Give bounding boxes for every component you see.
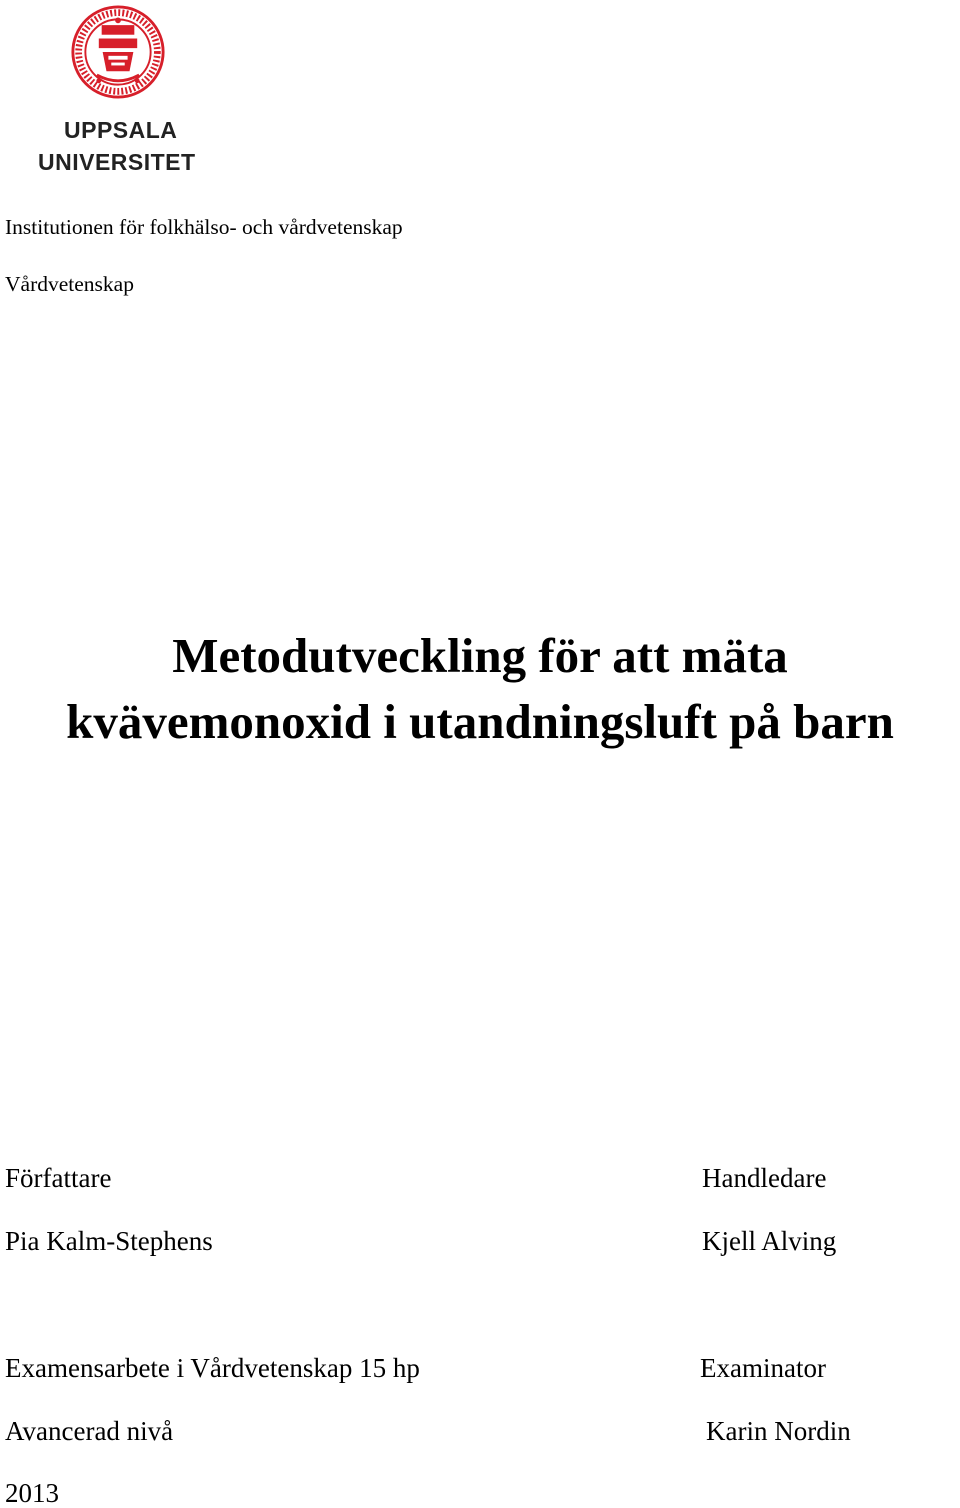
year: 2013 <box>5 1478 59 1508</box>
thesis-title-line-2: kvävemonoxid i utandningsluft på barn <box>66 694 894 749</box>
logo-text-universitet: UNIVERSITET <box>38 149 196 175</box>
supervisor-name: Kjell Alving <box>702 1226 837 1256</box>
subject-name: Vårdvetenskap <box>5 272 134 296</box>
author-label: Författare <box>5 1163 112 1193</box>
institution-name: Institutionen för folkhälso- och vårdvetenskap <box>5 215 403 239</box>
thesis-title-line-1: Metodutveckling för att mäta <box>172 628 788 683</box>
examiner-name: Karin Nordin <box>706 1416 851 1446</box>
university-logo <box>36 2 208 180</box>
supervisor-label: Handledare <box>702 1163 827 1193</box>
uppsala-seal-icon <box>70 2 166 102</box>
examiner-label: Examinator <box>700 1353 826 1383</box>
course-name: Examensarbete i Vårdvetenskap 15 hp <box>5 1353 420 1383</box>
author-name: Pia Kalm-Stephens <box>5 1226 213 1256</box>
level: Avancerad nivå <box>5 1416 174 1446</box>
logo-text-uppsala: UPPSALA <box>64 117 178 143</box>
